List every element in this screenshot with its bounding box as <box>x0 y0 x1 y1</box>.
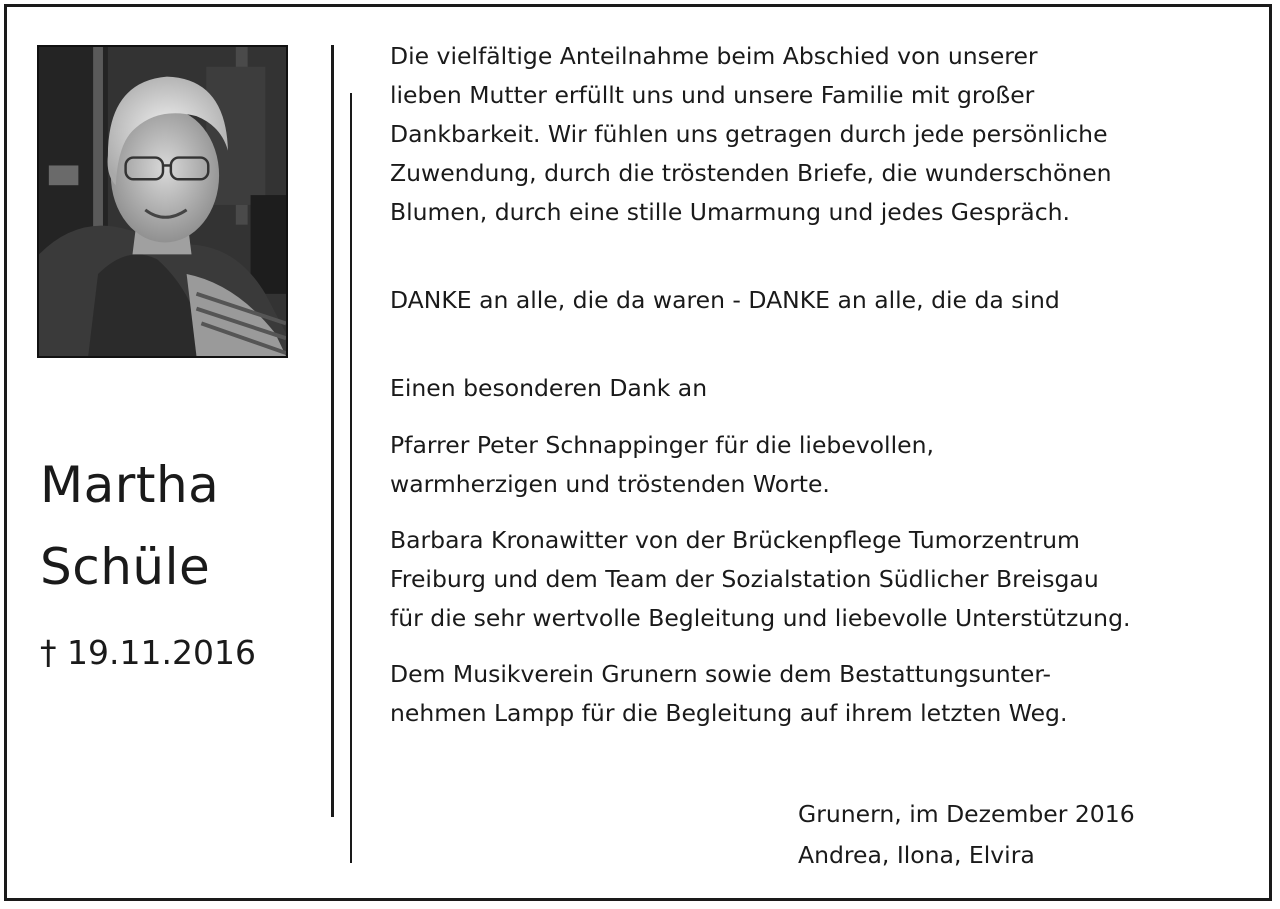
intro-line: Die vielfältige Anteilnahme beim Abschied von unserer <box>390 42 1038 70</box>
death-date: † 19.11.2016 <box>40 633 256 672</box>
intro-line: Blumen, durch eine stille Umarmung und jedes Gespräch. <box>390 198 1070 226</box>
deceased-last-name: Schüle <box>40 538 211 596</box>
deceased-first-name: Martha <box>40 456 220 514</box>
vertical-rule-secondary <box>350 93 352 863</box>
signature-place-date: Grunern, im Dezember 2016 <box>798 800 1135 828</box>
thanks-line: Barbara Kronawitter von der Brückenpflege Tumorzentrum <box>390 526 1080 554</box>
thanks-line: warmherzigen und tröstenden Worte. <box>390 470 830 498</box>
thanks-line: nehmen Lampp für die Begleitung auf ihrem letzten Weg. <box>390 699 1068 727</box>
danke-text: DANKE an alle, die da waren - DANKE an alle, die da sind <box>390 286 1060 314</box>
thanks-line: für die sehr wertvolle Begleitung und liebevolle Unterstützung. <box>390 604 1131 632</box>
special-thanks-heading <box>390 369 707 408</box>
thanks-line: Freiburg und dem Team der Sozialstation Südlicher Breisgau <box>390 565 1099 593</box>
thanks-musikverein-paragraph <box>390 655 1067 733</box>
danke-line <box>390 281 1060 320</box>
thanks-line: Dem Musikverein Grunern sowie dem Bestattungsunter- <box>390 660 1052 688</box>
portrait-photo <box>37 45 288 358</box>
signature-block <box>798 794 1135 876</box>
signature-names: Andrea, Ilona, Elvira <box>798 841 1035 869</box>
thanks-pfarrer-paragraph <box>390 426 934 504</box>
thanks-kronawitter-paragraph <box>390 521 1130 638</box>
special-thanks-text: Einen besonderen Dank an <box>390 374 708 402</box>
vertical-rule-primary <box>331 45 334 817</box>
intro-paragraph <box>390 37 1112 232</box>
thanks-line: Pfarrer Peter Schnappinger für die liebevollen, <box>390 431 934 459</box>
portrait-image <box>39 47 286 356</box>
intro-line: lieben Mutter erfüllt uns und unsere Familie mit großer <box>390 81 1035 109</box>
intro-line: Zuwendung, durch die tröstenden Briefe, die wunderschönen <box>390 159 1112 187</box>
intro-line: Dankbarkeit. Wir fühlen uns getragen durch jede persönliche <box>390 120 1108 148</box>
